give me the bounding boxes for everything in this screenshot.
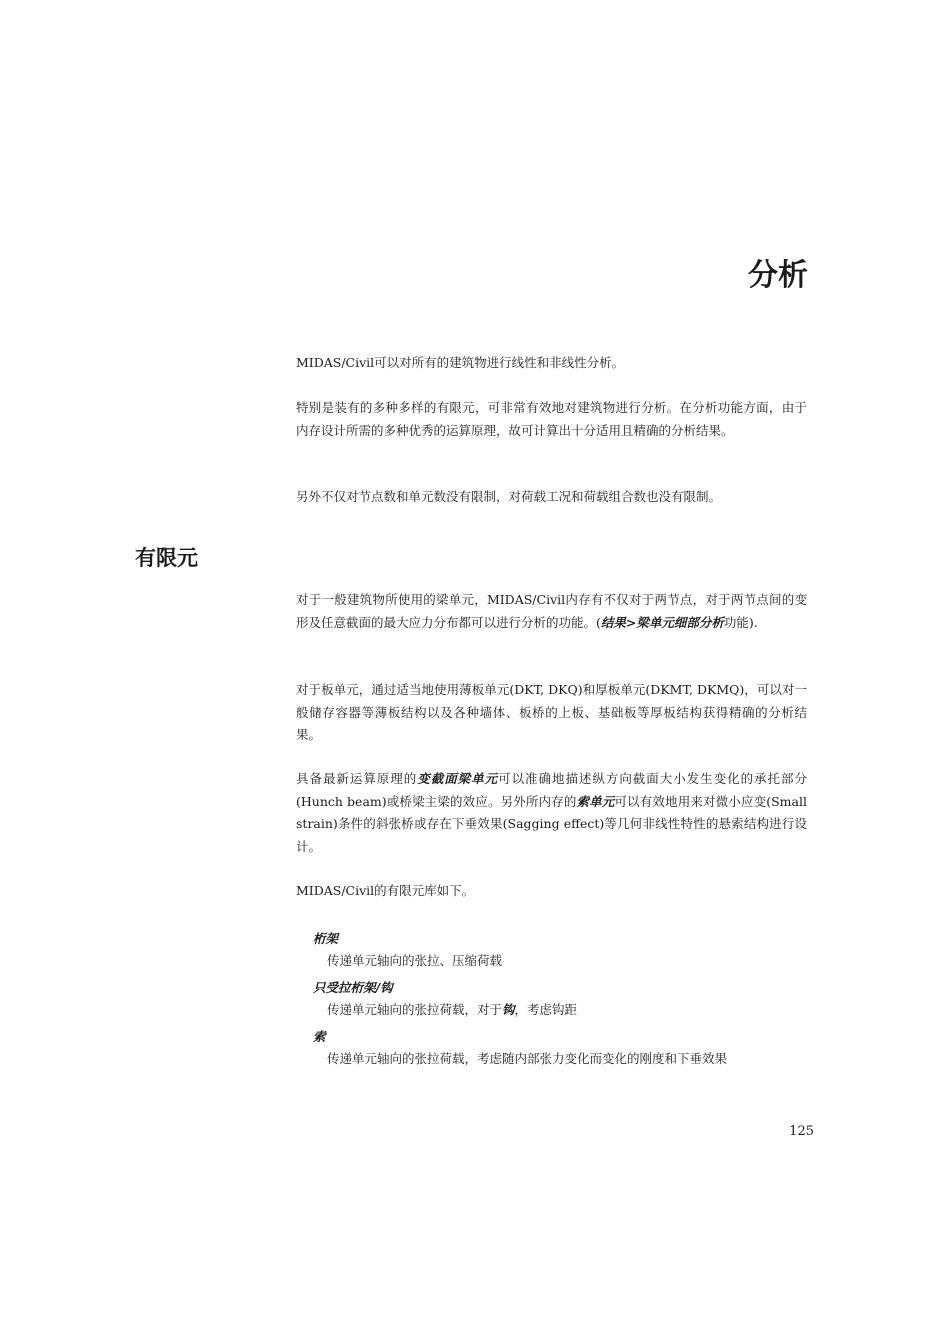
menu-path-beam-detail: 结果>梁单元细部分析 — [600, 614, 724, 630]
term-cable-element: 索单元 — [576, 793, 615, 809]
chapter-title: 分析 — [748, 258, 808, 293]
intro-paragraph-2: 特别是装有的多种多样的有限元，可非常有效地对建筑物进行分析。在分析功能方面，由于内存设计所需的多种优秀的运算原理，故可计算出十分适用且精确的分析结果。 — [296, 400, 807, 438]
fem-paragraph-3 — [296, 768, 807, 858]
fem-paragraph-2: 对于板单元，通过适当地使用薄板单元(DKT, DKQ)和厚板单元(DKMT, DKMQ)，可以对一般储存容器等薄板结构以及各种墙体、板桥的上板、基础板等厚板结构获得精确的分析结果。 — [296, 682, 807, 742]
element-desc-cable: 传递单元轴向的张拉荷载，考虑随内部张力变化而变化的刚度和下垂效果 — [327, 1051, 728, 1066]
term-hook: 钩 — [502, 1002, 515, 1017]
element-desc-tension-only — [327, 999, 807, 1021]
page-number: 125 — [789, 1124, 814, 1139]
fem-p1-text-b: 功能). — [723, 614, 758, 630]
element-desc-text-b: ，考虑钩距 — [514, 1002, 578, 1017]
fem-p3-text-b: 可以准确地描述纵方向截面大小发生变化的承托部分(Hunch beam)或桥梁主梁的效应。另外所内存的 — [296, 771, 807, 809]
element-desc-truss: 传递单元轴向的张拉、压缩荷载 — [327, 953, 503, 968]
fem-paragraph-1 — [296, 589, 807, 634]
term-tapered-beam: 变截面梁单元 — [417, 771, 499, 786]
fem-p3-text-c: 可以有效地用来对微小应变(Small strain)条件的斜张桥或存在下垂效果(Sagging effect)等几何非线性特性的悬索结构进行设计。 — [296, 793, 807, 854]
fem-p3-text-a: 具备最新运算原理的 — [296, 771, 418, 786]
fem-p1-text-a: 对于一般建筑物所使用的梁单元，MIDAS/Civil内存有不仅对于两节点，对于两节点间的变形及任意截面的最大应力分布都可以进行分析的功能。( — [296, 592, 807, 630]
intro-paragraph-1: MIDAS/Civil可以对所有的建筑物进行线性和非线性分析。 — [296, 355, 625, 370]
fem-paragraph-4: MIDAS/Civil的有限元库如下。 — [296, 883, 475, 898]
element-title-truss: 桁架 — [313, 931, 339, 946]
element-desc-text-a: 传递单元轴向的张拉荷载，对于 — [327, 1002, 503, 1017]
element-title-cable: 索 — [313, 1029, 326, 1044]
section-heading-fem: 有限元 — [135, 546, 198, 570]
element-title-tension-only: 只受拉桁架/钩 — [313, 980, 393, 995]
intro-paragraph-3: 另外不仅对节点数和单元数没有限制，对荷载工况和荷载组合数也没有限制。 — [296, 489, 722, 504]
